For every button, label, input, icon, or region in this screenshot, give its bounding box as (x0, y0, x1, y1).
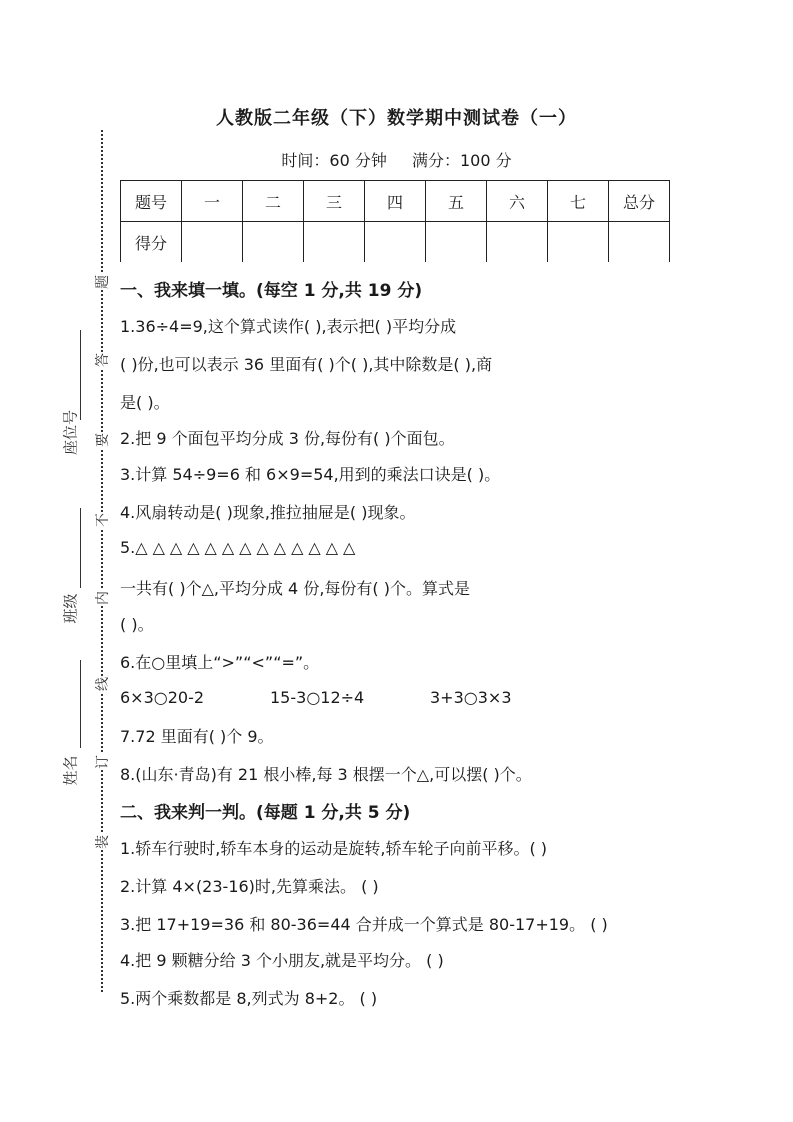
question-3: 3.计算 54÷9=6 和 6×9=54,用到的乘法口诀是( )。 (120, 465, 501, 484)
table-cell: 题号 (121, 181, 182, 222)
seal-char: 订 (95, 755, 111, 769)
triangle-icon: △ (291, 538, 304, 557)
question-5-number: 5. (120, 538, 136, 557)
section-1-heading: 一、我来填一填。(每空 1 分,共 19 分) (120, 281, 423, 301)
exam-info (0, 148, 793, 171)
section-2-heading: 二、我来判一判。(每题 1 分,共 5 分) (120, 803, 411, 823)
score-cell[interactable] (365, 222, 426, 263)
class-line[interactable] (80, 508, 81, 588)
seal-char: 装 (95, 835, 111, 849)
table-cell: 七 (548, 181, 609, 222)
seal-char: 要 (95, 433, 111, 447)
table-cell: 二 (243, 181, 304, 222)
triangle-icon: △ (152, 538, 165, 557)
triangle-icon: △ (204, 538, 217, 557)
triangle-icon: △ (273, 538, 287, 557)
score-table-score-row (121, 222, 670, 263)
question-1-line-1: 1.36÷4=9,这个算式读作( ),表示把( )平均分成 (120, 317, 457, 336)
class-label (61, 593, 80, 624)
table-cell: 四 (365, 181, 426, 222)
question-1-line-2: ( )份,也可以表示 36 里面有( )个( ),其中除数是( ),商 (120, 355, 493, 374)
question-8: 8.(山东·青岛)有 21 根小棒,每 3 根摆一个△,可以摆( )个。 (120, 765, 532, 784)
judge-question-4: 4.把 9 颗糖分给 3 个小朋友,就是平均分。 ( ) (120, 951, 444, 970)
seat-number-label (61, 410, 80, 456)
question-7: 7.72 里面有( )个 9。 (120, 727, 274, 746)
question-2: 2.把 9 个面包平均分成 3 份,每份有( )个面包。 (120, 429, 455, 448)
question-6-item: 6×3○20-2 (120, 688, 205, 707)
seal-char: 答 (95, 353, 111, 367)
name-label (61, 755, 80, 786)
seal-char: 题 (95, 275, 111, 289)
question-5-line-1 (120, 538, 360, 557)
question-6: 6.在○里填上“>”“<”“=”。 (120, 653, 320, 672)
score-cell[interactable] (243, 222, 304, 263)
seat-number-text: 座位号 (61, 410, 80, 456)
name-line[interactable] (80, 660, 81, 748)
table-cell: 得分 (121, 222, 182, 263)
table-cell: 一 (182, 181, 243, 222)
seal-char: 线 (95, 677, 111, 691)
question-5-line-2: 一共有( )个△,平均分成 4 份,每份有( )个。算式是 (120, 579, 470, 598)
table-cell: 三 (304, 181, 365, 222)
triangle-icon: △ (135, 538, 148, 557)
triangle-icon: △ (343, 538, 356, 557)
score-table-header-row (121, 181, 670, 222)
full-score: 满分：100 分 (411, 151, 512, 170)
question-1-line-3: 是( )。 (120, 393, 170, 412)
score-cell[interactable] (182, 222, 243, 263)
score-cell[interactable] (304, 222, 365, 263)
table-cell: 六 (487, 181, 548, 222)
question-5-line-3: ( )。 (120, 615, 154, 634)
class-text: 班级 (61, 593, 80, 624)
score-cell[interactable] (487, 222, 548, 263)
question-4: 4.风扇转动是( )现象,推拉抽屉是( )现象。 (120, 503, 416, 522)
judge-question-2: 2.计算 4×(23-16)时,先算乘法。 ( ) (120, 877, 379, 896)
seal-char: 内 (95, 591, 111, 605)
question-6-item: 3+3○3×3 (430, 688, 512, 707)
score-cell[interactable] (548, 222, 609, 263)
question-6-item: 15-3○12÷4 (270, 688, 365, 707)
page-title: 人教版二年级（下）数学期中测试卷（一） (216, 108, 577, 129)
triangle-icon: △ (325, 538, 339, 557)
judge-question-1: 1.轿车行驶时,轿车本身的运动是旋转,轿车轮子向前平移。( ) (120, 839, 548, 858)
seat-number-line[interactable] (80, 330, 81, 420)
seal-char: 不 (95, 513, 111, 527)
triangle-icon: △ (256, 538, 269, 557)
table-cell: 五 (426, 181, 487, 222)
judge-question-3: 3.把 17+19=36 和 80-36=44 合并成一个算式是 80-17+19。 ( ) (120, 915, 608, 934)
triangle-icon: △ (308, 538, 321, 557)
table-cell: 总分 (609, 181, 670, 222)
time-limit: 时间：60 分钟 (281, 151, 387, 170)
score-cell[interactable] (609, 222, 670, 263)
triangle-icon: △ (221, 538, 235, 557)
seal-dotted-line (101, 130, 103, 992)
judge-question-5: 5.两个乘数都是 8,列式为 8+2。 ( ) (120, 989, 378, 1008)
name-text: 姓名 (61, 755, 80, 786)
triangle-icon: △ (239, 538, 252, 557)
triangle-icon: △ (187, 538, 200, 557)
score-cell[interactable] (426, 222, 487, 263)
triangle-icon: △ (169, 538, 183, 557)
score-table (120, 180, 670, 262)
